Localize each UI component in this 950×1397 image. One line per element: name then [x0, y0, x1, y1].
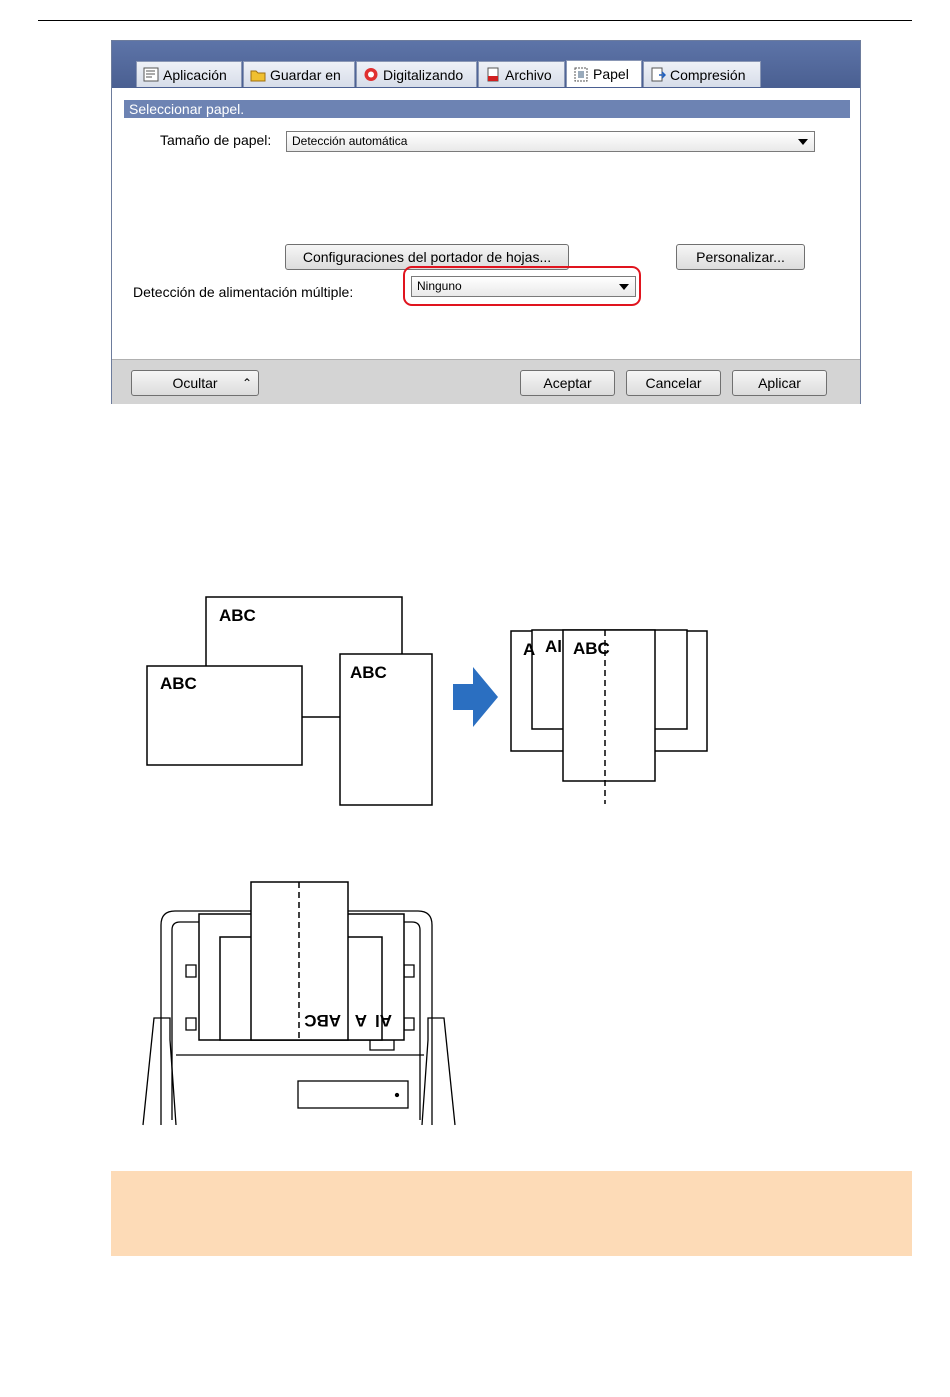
- sheet-label: ABC: [573, 639, 610, 658]
- tab-label: Digitalizando: [383, 66, 464, 83]
- tab-label: Archivo: [505, 66, 552, 83]
- multifeed-label: Detección de alimentación múltiple:: [133, 284, 354, 300]
- ok-button[interactable]: Aceptar: [520, 370, 615, 396]
- customize-button[interactable]: Personalizar...: [676, 244, 805, 270]
- sheet-label-upside-down: ABC: [304, 1011, 341, 1030]
- tab-label: Aplicación: [163, 66, 227, 83]
- carrier-sheet-settings-button[interactable]: Configuraciones del portador de hojas...: [285, 244, 569, 270]
- tab-label: Guardar en: [270, 66, 341, 83]
- sheet-label: ABC: [160, 674, 197, 693]
- sheet-label-partial: A: [354, 1011, 367, 1030]
- sheet-label-partial: Al: [375, 1011, 392, 1030]
- tab-label: Compresión: [670, 66, 746, 83]
- chevron-up-icon: ⌃: [241, 376, 252, 390]
- sheet-label-partial: Al: [545, 637, 562, 656]
- note-box: [111, 1171, 912, 1256]
- right-arrow-icon: [453, 667, 498, 727]
- apply-button[interactable]: Aplicar: [732, 370, 827, 396]
- paper-size-label: Tamaño de papel:: [160, 132, 272, 148]
- sheet-label: ABC: [350, 663, 387, 682]
- hide-button-label: Ocultar: [172, 375, 218, 391]
- sheet-label-partial: A: [523, 640, 536, 659]
- sheet-label: ABC: [219, 606, 256, 625]
- paper-size-value: Detección automática: [292, 134, 408, 148]
- tab-label: Papel: [593, 66, 629, 82]
- multifeed-value: Ninguno: [417, 279, 462, 293]
- section-title: Seleccionar papel.: [124, 100, 850, 118]
- cancel-button[interactable]: Cancelar: [626, 370, 721, 396]
